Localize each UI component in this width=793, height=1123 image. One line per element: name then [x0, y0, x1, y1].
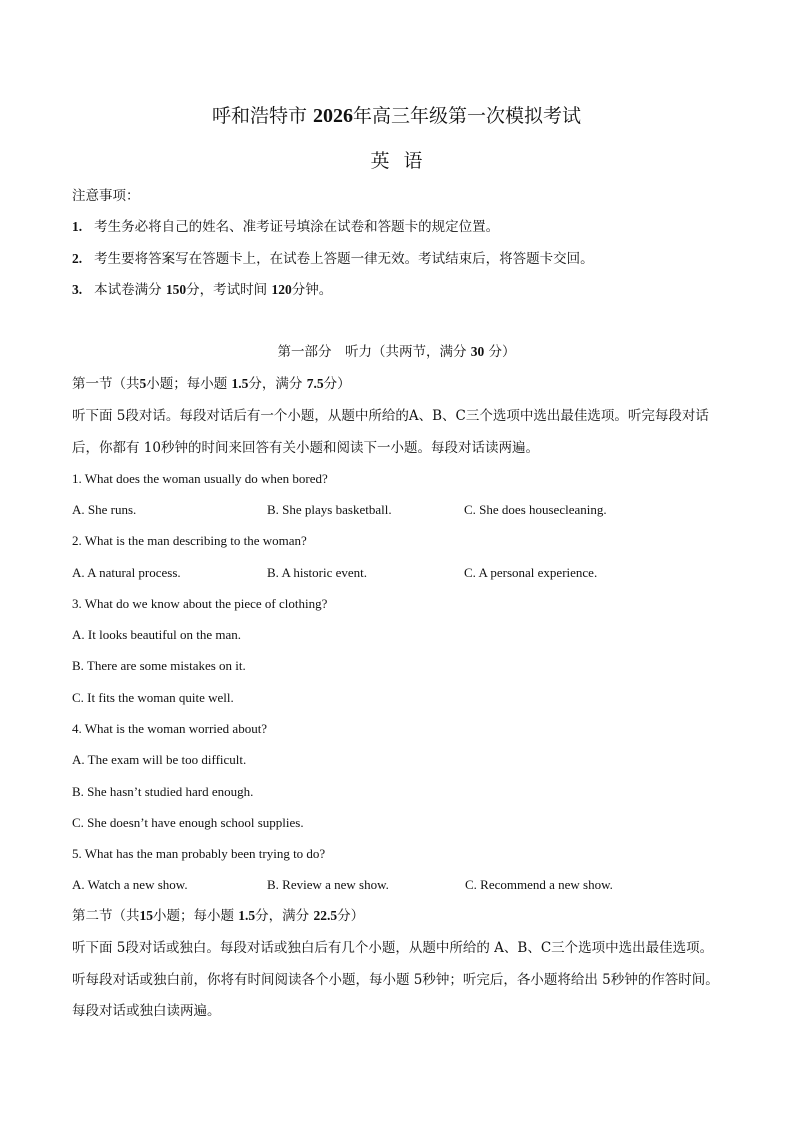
question-option[interactable]: B. There are some mistakes on it.: [72, 658, 246, 673]
notice-item-2: [72, 250, 594, 268]
notice-item-text: 考生务必将自己的姓名、准考证号填涂在试卷和答题卡的规定位置。: [94, 219, 500, 235]
question-stem: 4. What is the woman worried about?: [72, 721, 268, 736]
question-option[interactable]: C. A personal experience.: [464, 565, 598, 580]
question-option[interactable]: A. A natural process.: [72, 565, 181, 580]
page-title: [0, 104, 793, 128]
exam-time: 120: [271, 282, 292, 297]
section2-heading-text: 小题；每小题: [153, 908, 234, 924]
section1-instruction-line2: 后，你都有 10秒钟的时间来回答有关小题和阅读下一小题。每段对话读两遍。: [72, 440, 539, 456]
section1-total: 7.5: [306, 376, 324, 391]
question-option[interactable]: B. A historic event.: [267, 565, 368, 580]
section2-each: 1.5: [238, 908, 256, 923]
section1-heading-text: 小题；每小题: [146, 376, 228, 392]
question-option[interactable]: B. She hasn’t studied hard enough.: [72, 784, 254, 799]
section1-heading-text: 分）: [323, 376, 351, 392]
notice-item-number: 1.: [72, 219, 83, 234]
title-year: 2026: [313, 105, 354, 127]
question-option[interactable]: B. She plays basketball.: [267, 502, 392, 517]
section2-heading: [72, 907, 364, 925]
section1-count: 5: [139, 376, 147, 391]
title-rest: 年高三年级第一次模拟考试: [353, 105, 582, 127]
question-option[interactable]: A. It looks beautiful on the man.: [72, 627, 241, 642]
full-score: 150: [165, 282, 187, 297]
section2-heading-text: 第二节（共: [72, 908, 140, 924]
section2-count: 15: [139, 908, 153, 923]
question-stem: 3. What do we know about the piece of clothing?: [72, 596, 328, 611]
notice-item-text: 本试卷满分: [94, 282, 162, 298]
notice-item-text: 考生要将答案写在答题卡上，在试卷上答题一律无效。考试结束后，将答题卡交回。: [94, 251, 594, 267]
question-stem: 2. What is the man describing to the woman?: [72, 533, 307, 548]
section1-heading-text: 分，满分: [248, 376, 303, 392]
question-option[interactable]: A. She runs.: [72, 502, 137, 517]
section1-heading-text: 第一节（共: [72, 376, 140, 392]
section1-heading: [72, 375, 351, 393]
question-stem: 1. What does the woman usually do when bored?: [72, 471, 328, 486]
notice-item-text: 分，考试时间: [186, 282, 268, 298]
section2-total: 22.5: [313, 908, 338, 923]
subject-title: 英语: [370, 150, 437, 172]
section1-each: 1.5: [231, 376, 249, 391]
notice-item-1: [72, 218, 499, 236]
question-option[interactable]: C. It fits the woman quite well.: [72, 690, 234, 705]
section1-instruction-line1: 听下面 5段对话。每段对话后有一个小题，从题中所给的A、B、C三个选项中选出最佳选项。听完每段对话: [72, 408, 709, 424]
notice-heading: 注意事项：: [72, 188, 140, 204]
notice-item-number: 3.: [72, 282, 83, 297]
part1-heading-text: 分）: [488, 344, 516, 360]
question-option[interactable]: B. Review a new show.: [267, 877, 389, 892]
title-city: 呼和浩特市: [211, 105, 307, 127]
question-option[interactable]: C. Recommend a new show.: [465, 877, 613, 892]
part1-heading: [0, 343, 793, 361]
section2-heading-text: 分）: [337, 908, 365, 924]
part1-heading-text: 第一部分 听力（共两节，满分: [277, 344, 467, 360]
question-option[interactable]: A. Watch a new show.: [72, 877, 188, 892]
section2-instruction-line1: 听下面 5段对话或独白。每段对话或独白后有几个小题，从题中所给的 A、B、C三个选项中选出最佳选项。: [72, 940, 714, 956]
section2-instruction-line3: 每段对话或独白读两遍。: [72, 1003, 221, 1019]
section2-heading-text: 分，满分: [255, 908, 310, 924]
notice-item-3: [72, 281, 332, 299]
question-option[interactable]: C. She does housecleaning.: [464, 502, 607, 517]
part1-score: 30: [470, 344, 485, 359]
question-stem: 5. What has the man probably been trying to do?: [72, 846, 326, 861]
question-option[interactable]: A. The exam will be too difficult.: [72, 752, 247, 767]
notice-item-text: 分钟。: [291, 282, 333, 298]
question-option[interactable]: C. She doesn’t have enough school supplies.: [72, 815, 304, 830]
notice-item-number: 2.: [72, 251, 83, 266]
section2-instruction-line2: 听每段对话或独白前，你将有时间阅读各个小题，每小题 5秒钟；听完后，各小题将给出 5秒钟的作答时间。: [72, 972, 719, 988]
